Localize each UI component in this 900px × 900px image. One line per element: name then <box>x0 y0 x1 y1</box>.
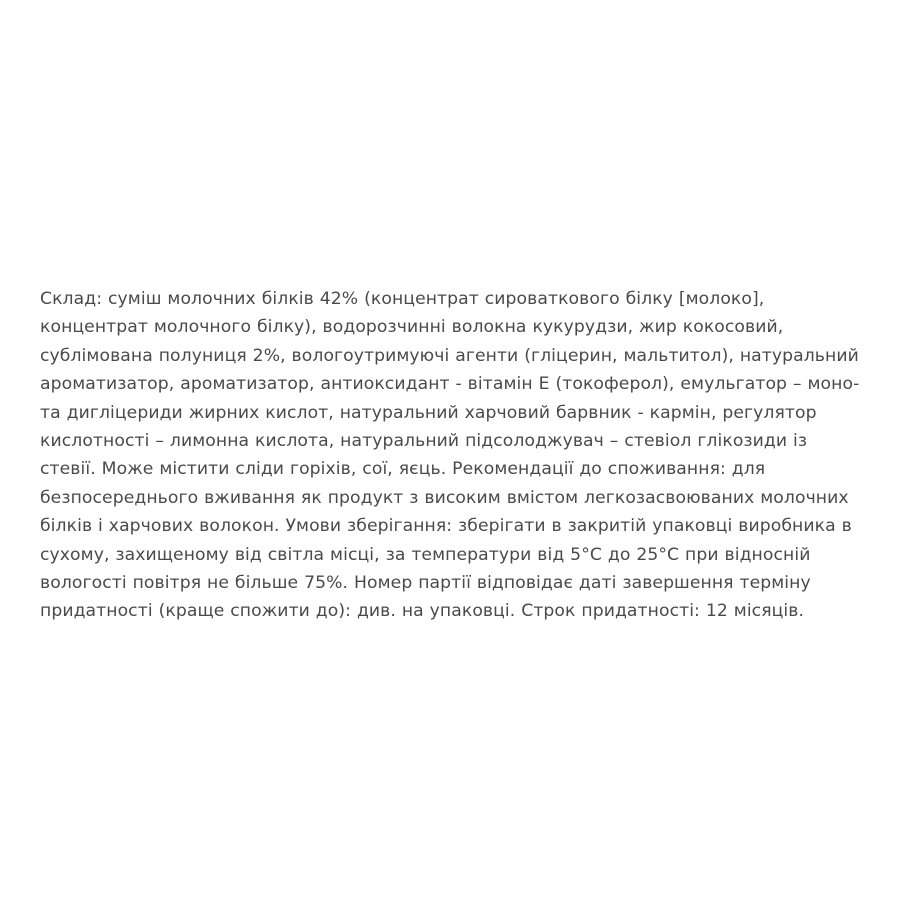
ingredients-paragraph: Склад: суміш молочних білків 42% (концентрат сироваткового білку [молоко], концентрат молочного білку), водорозчинні волокна кукурудзи, жир кокосовий, сублімована полуниця 2%, вологоутримуючі агенти (гліцерин, мальтитол), натуральний ароматизатор, ароматизатор, антиоксидант - вітамін Е (токоферол), емульгатор – моно- та дигліцериди жирних кислот, натуральний харчовий барвник - кармін, регулятор кислотності – лимонна кислота, натуральний підсолоджувач – стевіол глікозиди із стевії. Може містити сліди горіхів, сої, яєць. Рекомендації до споживання: для безпосереднього вживання як продукт з високим вмістом легкозасвоюваних молочних білків і харчових волокон. Умови зберігання: зберігати в закритій упаковці виробника в сухому, захищеному від світла місці, за температури від 5°C до 25°C при відносній вологості повітря не більше 75%. Номер партії відповідає даті завершення терміну придатності (краще спожити до): див. на упаковці. Строк придатності: 12 місяців. <box>40 289 866 622</box>
ingredients-block <box>40 285 864 626</box>
